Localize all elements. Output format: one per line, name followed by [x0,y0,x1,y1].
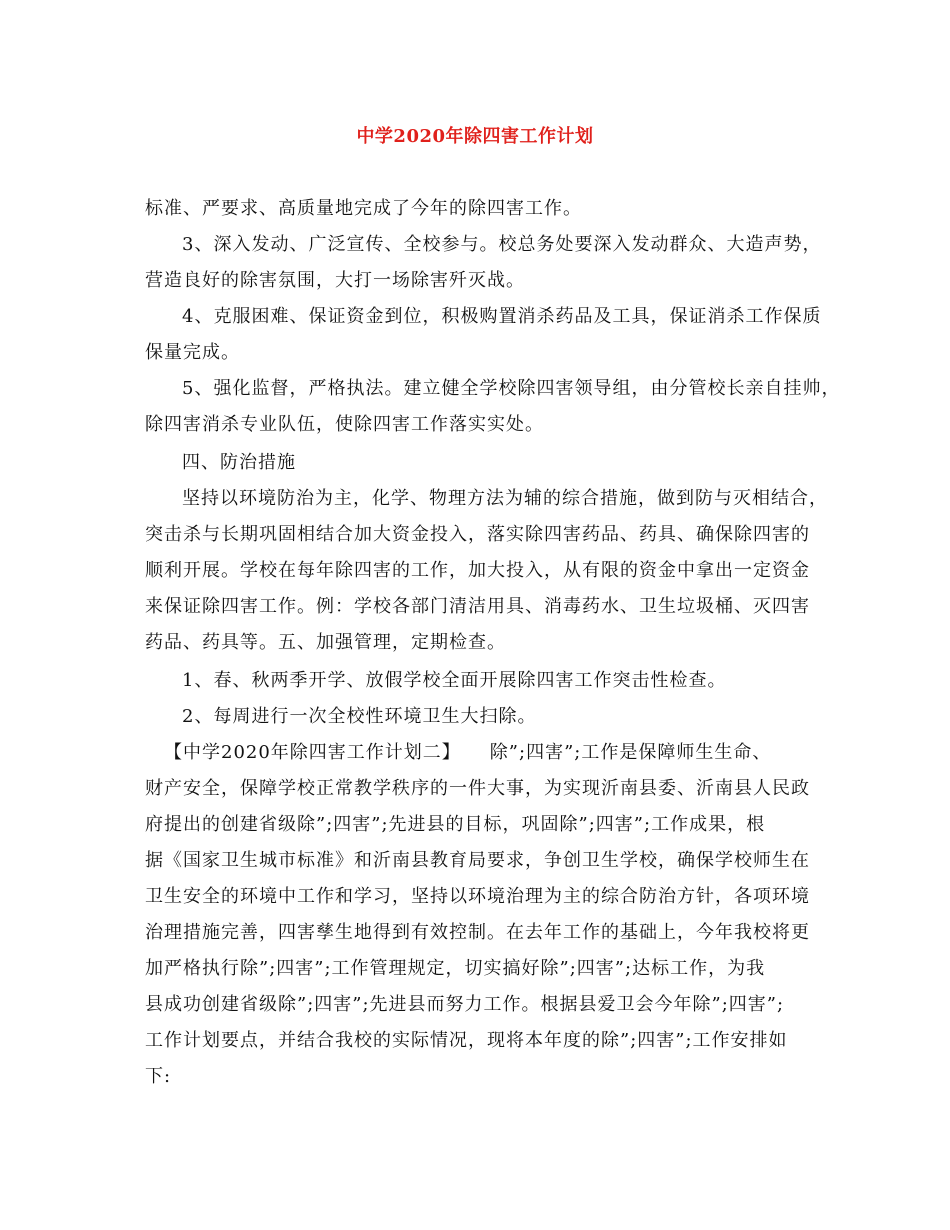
paragraph-line: 据《国家卫生城市标准》和沂南县教育局要求，争创卫生学校，确保学校师生在 [145,850,810,871]
paragraph-line: 3、深入发动、广泛宣传、全校参与。校总务处要深入发动群众、大造声势， [182,234,822,255]
paragraph-line: 保量完成。 [145,342,240,363]
paragraph-line: 4、克服困难、保证资金到位，积极购置消杀药品及工具，保证消杀工作保质 [182,306,822,327]
section-heading: 四、防治措施 [182,452,296,473]
paragraph-line: 除四害消杀专业队伍，使除四害工作落实实处。 [145,414,544,435]
paragraph-line: 药品、药具等。五、加强管理，定期检查。 [145,632,506,653]
document-title: 中学2020年除四害工作计划 [356,126,594,147]
paragraph-line: 标准、严要求、高质量地完成了今年的除四害工作。 [145,198,582,219]
paragraph-line: 加严格执行除”;四害”;工作管理规定，切实搞好除”;四害”;达标工作，为我 [145,958,766,979]
paragraph-line: 5、强化监督，严格执法。建立健全学校除四害领导组，由分管校长亲自挂帅， [182,378,841,399]
paragraph-line: 县成功创建省级除”;四害”;先进县而努力工作。根据县爱卫会今年除”;四害”; [145,994,785,1015]
paragraph-line: 工作计划要点，并结合我校的实际情况，现将本年度的除”;四害”;工作安排如 [145,1030,788,1051]
paragraph-line: 营造良好的除害氛围，大打一场除害歼灭战。 [145,270,525,291]
paragraph-line: 来保证除四害工作。例：学校各部门清洁用具、消毒药水、卫生垃圾桶、灭四害 [145,596,810,617]
paragraph-line: 顺利开展。学校在每年除四害的工作，加大投入，从有限的资金中拿出一定资金 [145,560,810,581]
paragraph-line: 2、每周进行一次全校性环境卫生大扫除。 [182,706,537,727]
paragraph-line: 突击杀与长期巩固相结合加大资金投入，落实除四害药品、药具、确保除四害的 [145,524,810,545]
paragraph-line: 治理措施完善，四害孳生地得到有效控制。在去年工作的基础上，今年我校将更 [145,922,810,943]
paragraph-line: 卫生安全的环境中工作和学习，坚持以环境治理为主的综合防治方针，各项环境 [145,886,810,907]
paragraph-line: 下: [145,1066,172,1087]
paragraph-line: 财产安全，保障学校正常教学秩序的一件大事，为实现沂南县委、沂南县人民政 [145,778,810,799]
paragraph-line: 1、春、秋两季开学、放假学校全面开展除四害工作突击性检查。 [182,670,727,691]
paragraph-line: 【中学2020年除四害工作计划二】 除”;四害”;工作是保障师生生命、 [164,742,772,763]
paragraph-line: 府提出的创建省级除”;四害”;先进县的目标，巩固除”;四害”;工作成果，根 [145,814,766,835]
paragraph-line: 坚持以环境防治为主，化学、物理方法为辅的综合措施，做到防与灭相结合， [182,488,828,509]
